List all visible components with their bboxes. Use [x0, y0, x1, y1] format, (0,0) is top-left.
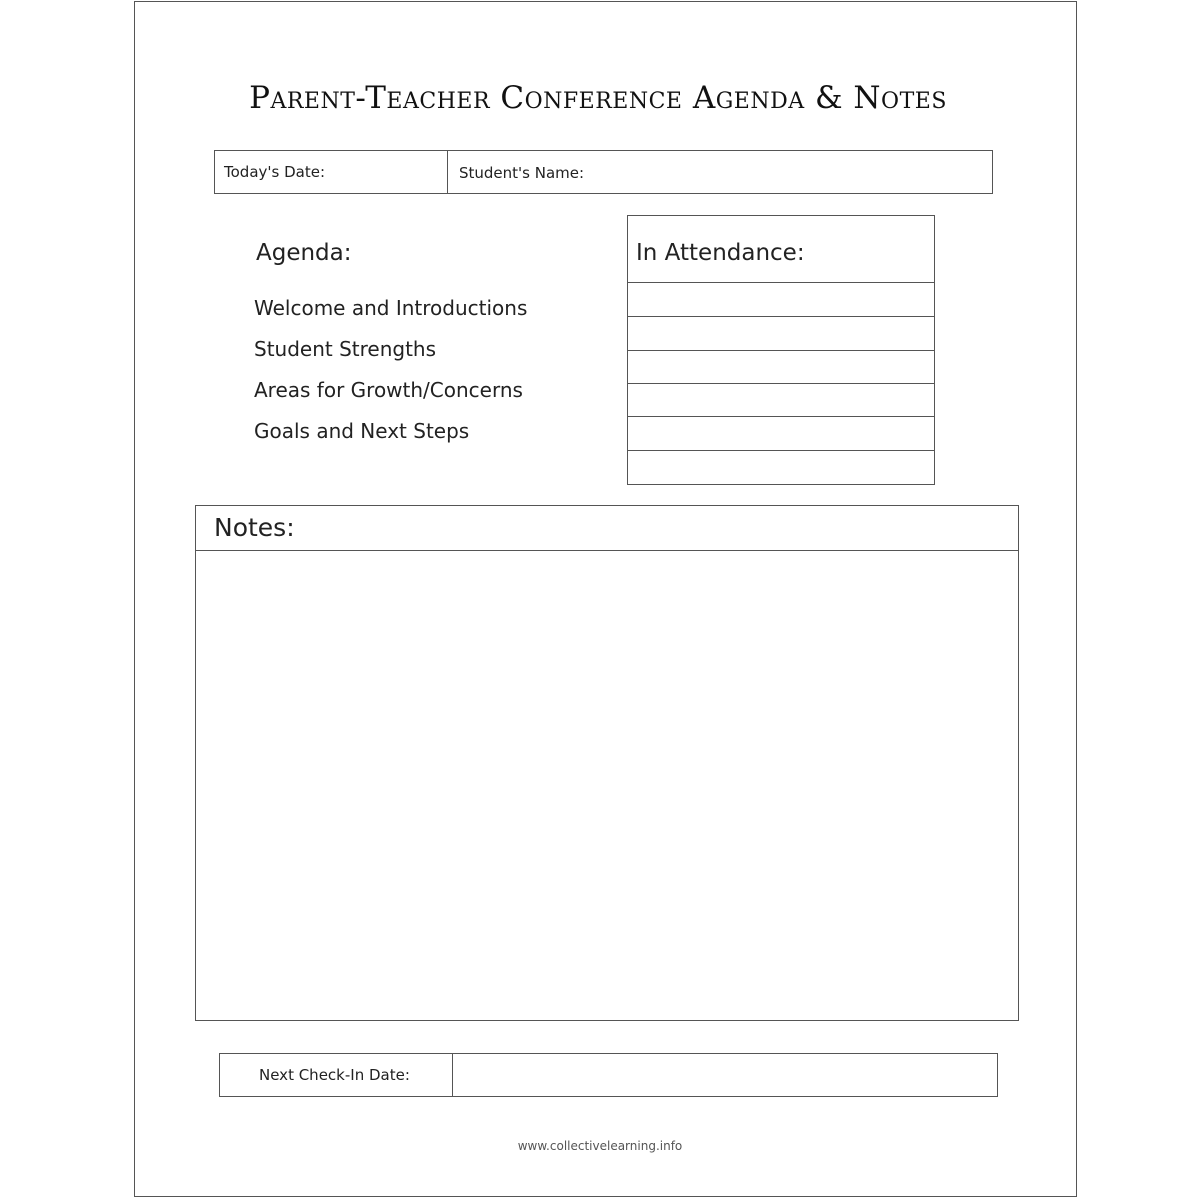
notes-heading: Notes:	[214, 513, 295, 542]
attendance-entry-field[interactable]	[629, 385, 933, 415]
todays-date-label: Today's Date:	[224, 163, 325, 181]
attendance-row-line	[627, 383, 935, 384]
attendance-entry-field[interactable]	[629, 318, 933, 349]
next-checkin-divider	[452, 1053, 453, 1097]
next-checkin-field[interactable]	[455, 1055, 995, 1095]
todays-date-field[interactable]	[330, 152, 445, 192]
agenda-item: Areas for Growth/Concerns	[254, 378, 523, 402]
notes-header-line	[195, 550, 1019, 551]
attendance-entry-field[interactable]	[629, 418, 933, 449]
header-fields-divider	[447, 150, 448, 194]
attendance-entry-field[interactable]	[629, 284, 933, 315]
page-title: Parent-Teacher Conference Agenda & Notes	[249, 80, 947, 116]
attendance-row-line	[627, 416, 935, 417]
agenda-item: Goals and Next Steps	[254, 419, 470, 443]
attendance-row-line	[627, 282, 935, 283]
attendance-row-line	[627, 450, 935, 451]
student-name-field[interactable]	[590, 152, 990, 192]
attendance-heading: In Attendance:	[636, 240, 805, 266]
notes-area[interactable]	[198, 553, 1016, 1018]
attendance-entry-field[interactable]	[629, 452, 933, 483]
agenda-list	[254, 294, 527, 458]
attendance-entry-field[interactable]	[629, 352, 933, 382]
next-checkin-label: Next Check-In Date:	[259, 1066, 410, 1084]
agenda-heading: Agenda:	[256, 240, 352, 266]
agenda-item: Welcome and Introductions	[254, 296, 528, 320]
attendance-row-line	[627, 316, 935, 317]
agenda-item: Student Strengths	[254, 337, 437, 361]
attendance-row-line	[627, 350, 935, 351]
footer-url: www.collectivelearning.info	[517, 1139, 683, 1153]
student-name-label: Student's Name:	[459, 164, 585, 182]
